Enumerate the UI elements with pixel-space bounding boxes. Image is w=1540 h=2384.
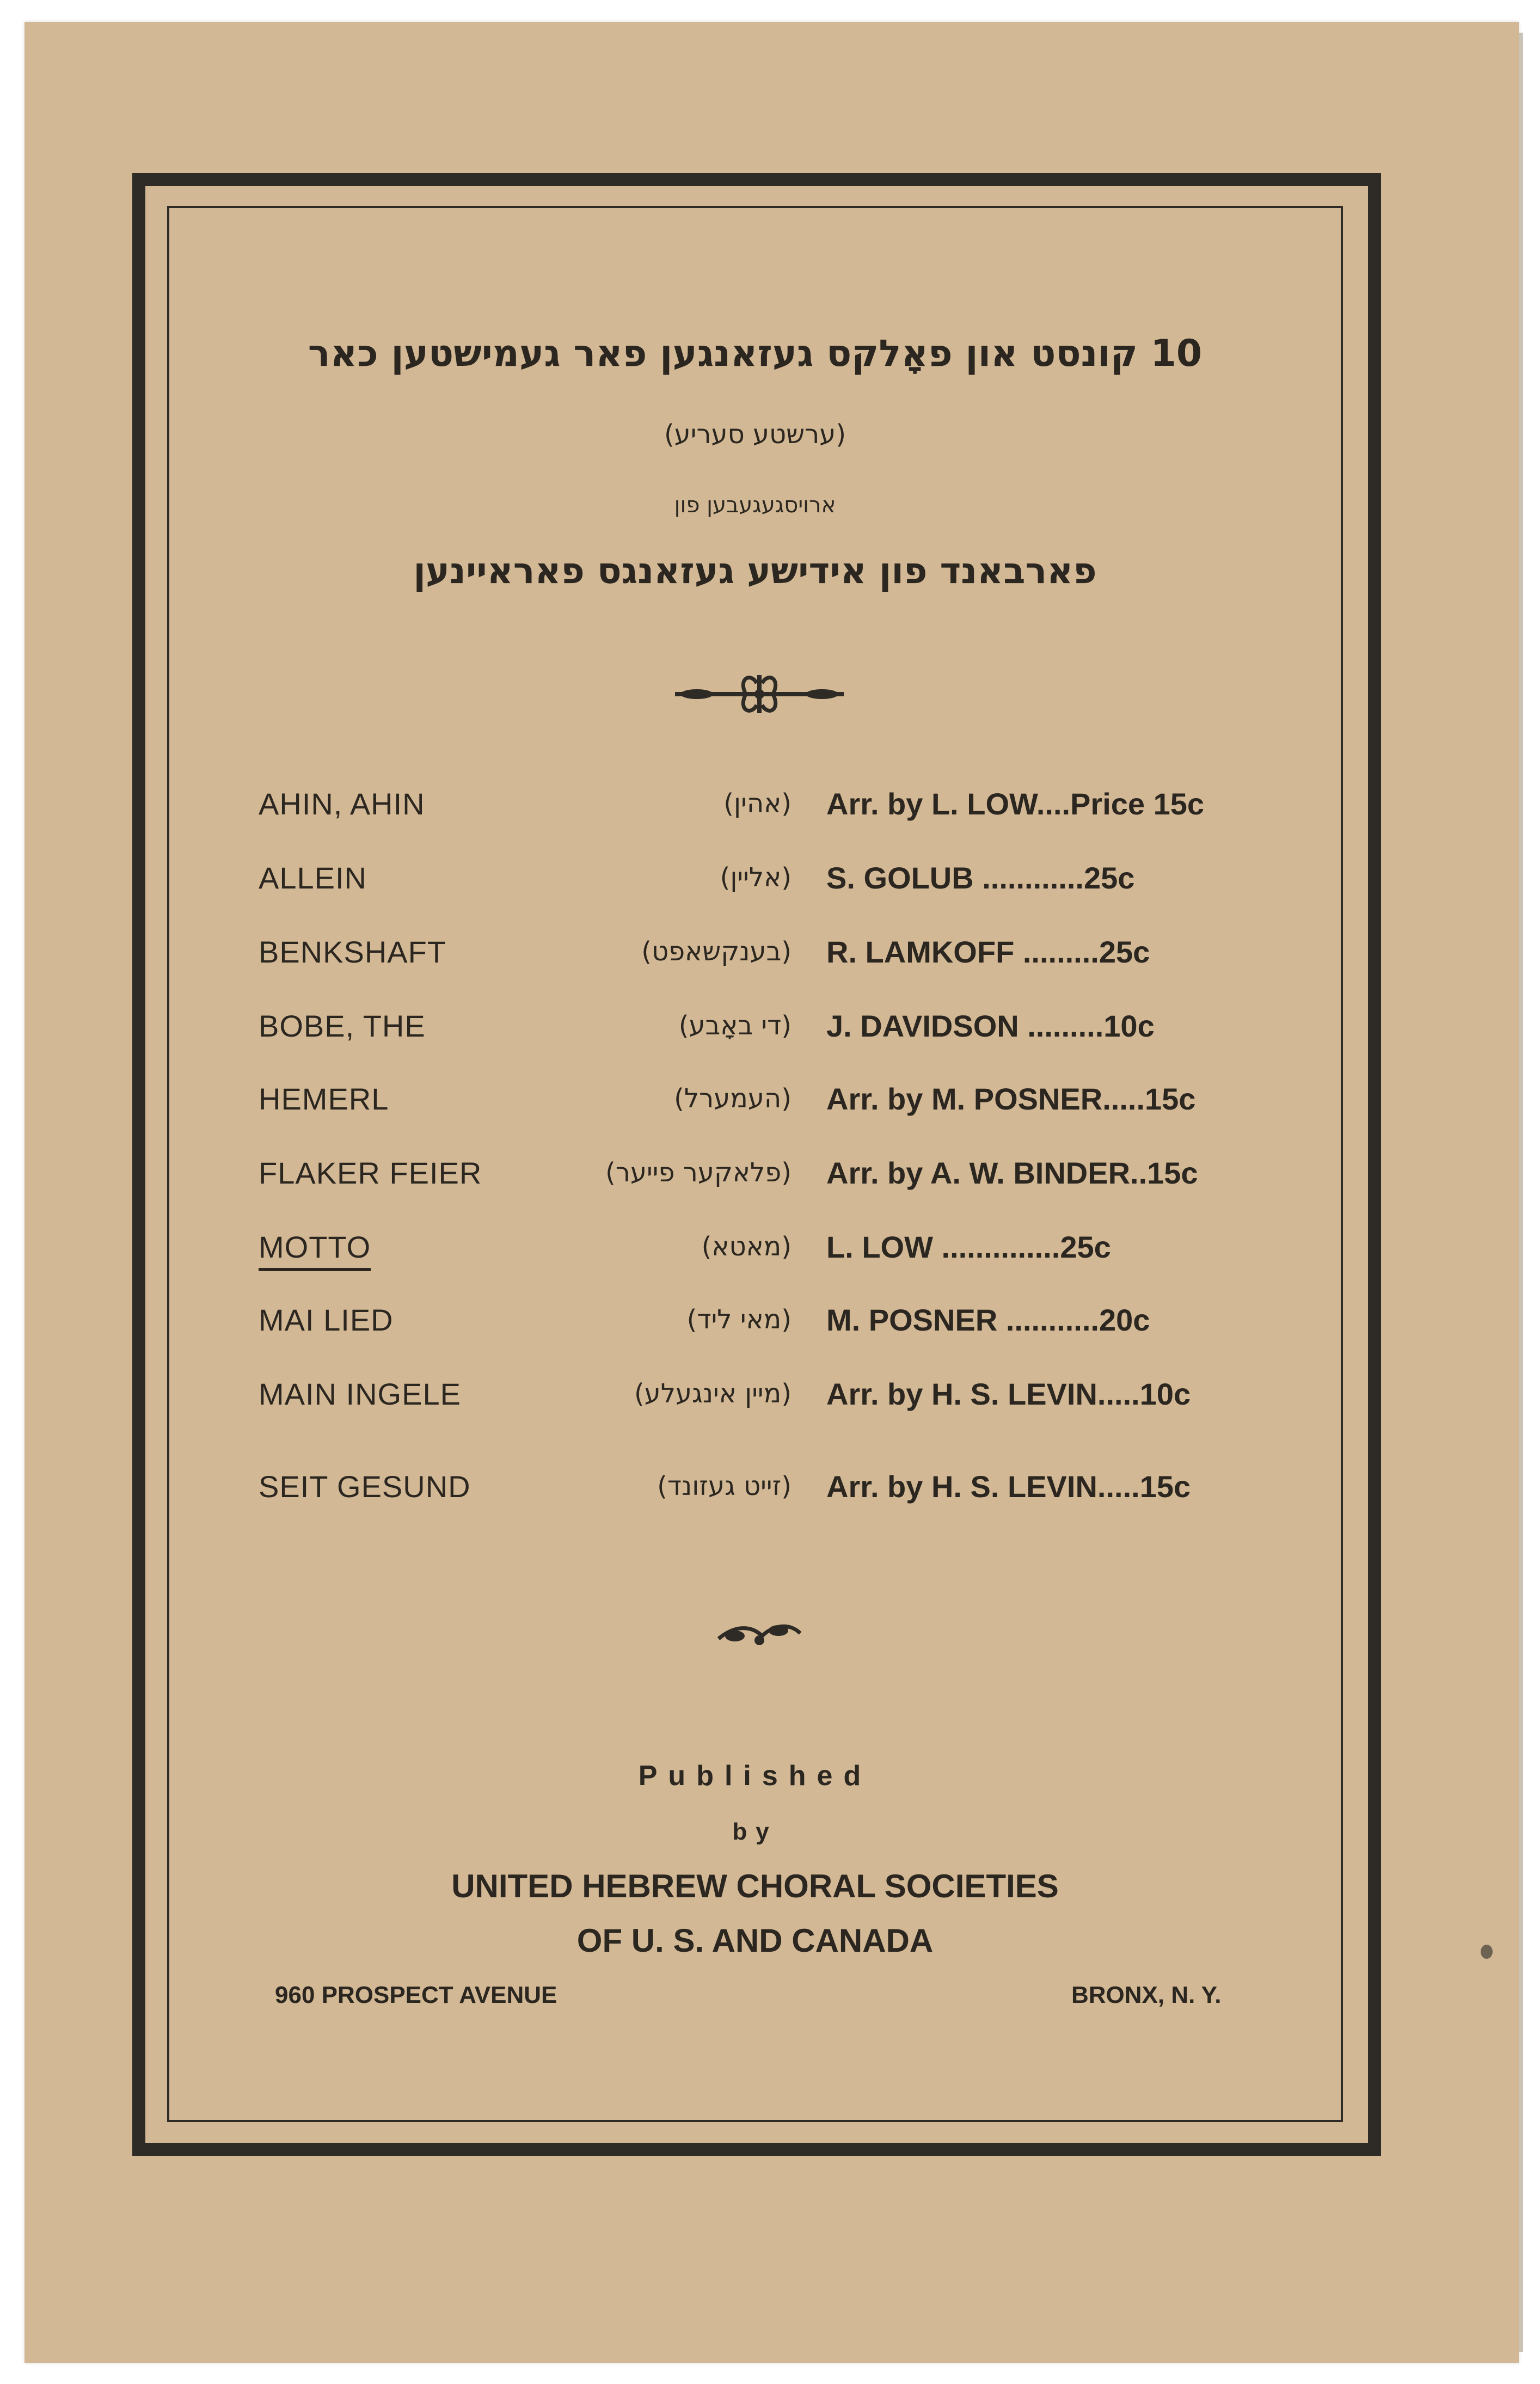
leaf-ornament-icon: [713, 1614, 806, 1652]
yiddish-title: 10 קונסט און פאָלקס געזאנגען פאר געמישטען כאר: [308, 332, 1202, 375]
song-title: MAIN INGELE: [259, 1377, 461, 1411]
yiddish-organization: פארבאנד פון אידישע געזאנגס פאראיינען: [413, 550, 1097, 592]
by-label: by: [732, 1818, 778, 1845]
yiddish-issued-by: ארויסגעגעבען פון: [674, 493, 836, 518]
song-credit-price: Arr. by A. W. BINDER..15c: [826, 1156, 1198, 1190]
song-title: FLAKER FEIER: [259, 1156, 482, 1190]
list-item: [0, 1376, 1540, 1420]
publisher-name-line1: UNITED HEBREW CHORAL SOCIETIES: [451, 1868, 1059, 1904]
list-item: [0, 860, 1540, 904]
song-title: HEMERL: [259, 1082, 389, 1116]
paper-speck: [1481, 1945, 1493, 1959]
song-title-yiddish: (די באָבע): [678, 1010, 792, 1041]
list-item: [0, 786, 1540, 830]
song-credit-price: Arr. by H. S. LEVIN.....10c: [826, 1377, 1191, 1411]
list-item: [0, 1155, 1540, 1199]
publisher-city: BRONX, N. Y.: [1071, 1982, 1222, 2008]
song-credit-price: Arr. by H. S. LEVIN.....15c: [826, 1469, 1191, 1504]
list-item: [0, 1081, 1540, 1125]
song-title-yiddish: (זייט געזונד): [657, 1471, 792, 1502]
song-title: MAI LIED: [259, 1303, 394, 1337]
song-title-yiddish: (אליין): [720, 862, 792, 893]
song-title-yiddish: (בענקשאפט): [641, 936, 792, 967]
song-title-yiddish: (אהין): [723, 788, 792, 819]
song-title: SEIT GESUND: [259, 1469, 471, 1504]
list-item: [0, 1302, 1540, 1346]
list-item: [0, 1469, 1540, 1512]
list-item: [0, 1008, 1540, 1052]
song-credit-price: Arr. by L. LOW....Price 15c: [826, 787, 1205, 821]
publisher-name-line2: OF U. S. AND CANADA: [576, 1922, 934, 1959]
song-credit-price: M. POSNER ...........20c: [826, 1303, 1150, 1337]
song-title: AHIN, AHIN: [259, 787, 425, 821]
song-credit-price: L. LOW ..............25c: [826, 1230, 1111, 1264]
song-title: BENKSHAFT: [259, 935, 447, 969]
song-title-yiddish: (פלאקער פייער): [605, 1157, 792, 1188]
list-item: [0, 934, 1540, 978]
fleuron-ornament-icon: [675, 667, 844, 721]
song-credit-price: Arr. by M. POSNER.....15c: [826, 1082, 1196, 1116]
publisher-address: 960 PROSPECT AVENUE: [275, 1982, 557, 2008]
song-title: MOTTO: [259, 1229, 371, 1271]
published-label: Published: [638, 1760, 872, 1792]
song-title-yiddish: (מאי ליד): [686, 1304, 792, 1335]
song-title: BOBE, THE: [259, 1009, 426, 1043]
song-title: ALLEIN: [259, 861, 367, 895]
song-credit-price: J. DAVIDSON .........10c: [826, 1009, 1155, 1043]
song-credit-price: R. LAMKOFF .........25c: [826, 935, 1150, 969]
song-credit-price: S. GOLUB ............25c: [826, 861, 1135, 895]
list-item: [0, 1229, 1540, 1273]
song-title-yiddish: (מיין אינגעלע): [634, 1378, 792, 1409]
song-title-yiddish: (מאטא): [701, 1231, 792, 1262]
yiddish-series: (ערשטע סעריע): [664, 419, 846, 450]
song-title-yiddish: (העמערל): [674, 1083, 792, 1114]
